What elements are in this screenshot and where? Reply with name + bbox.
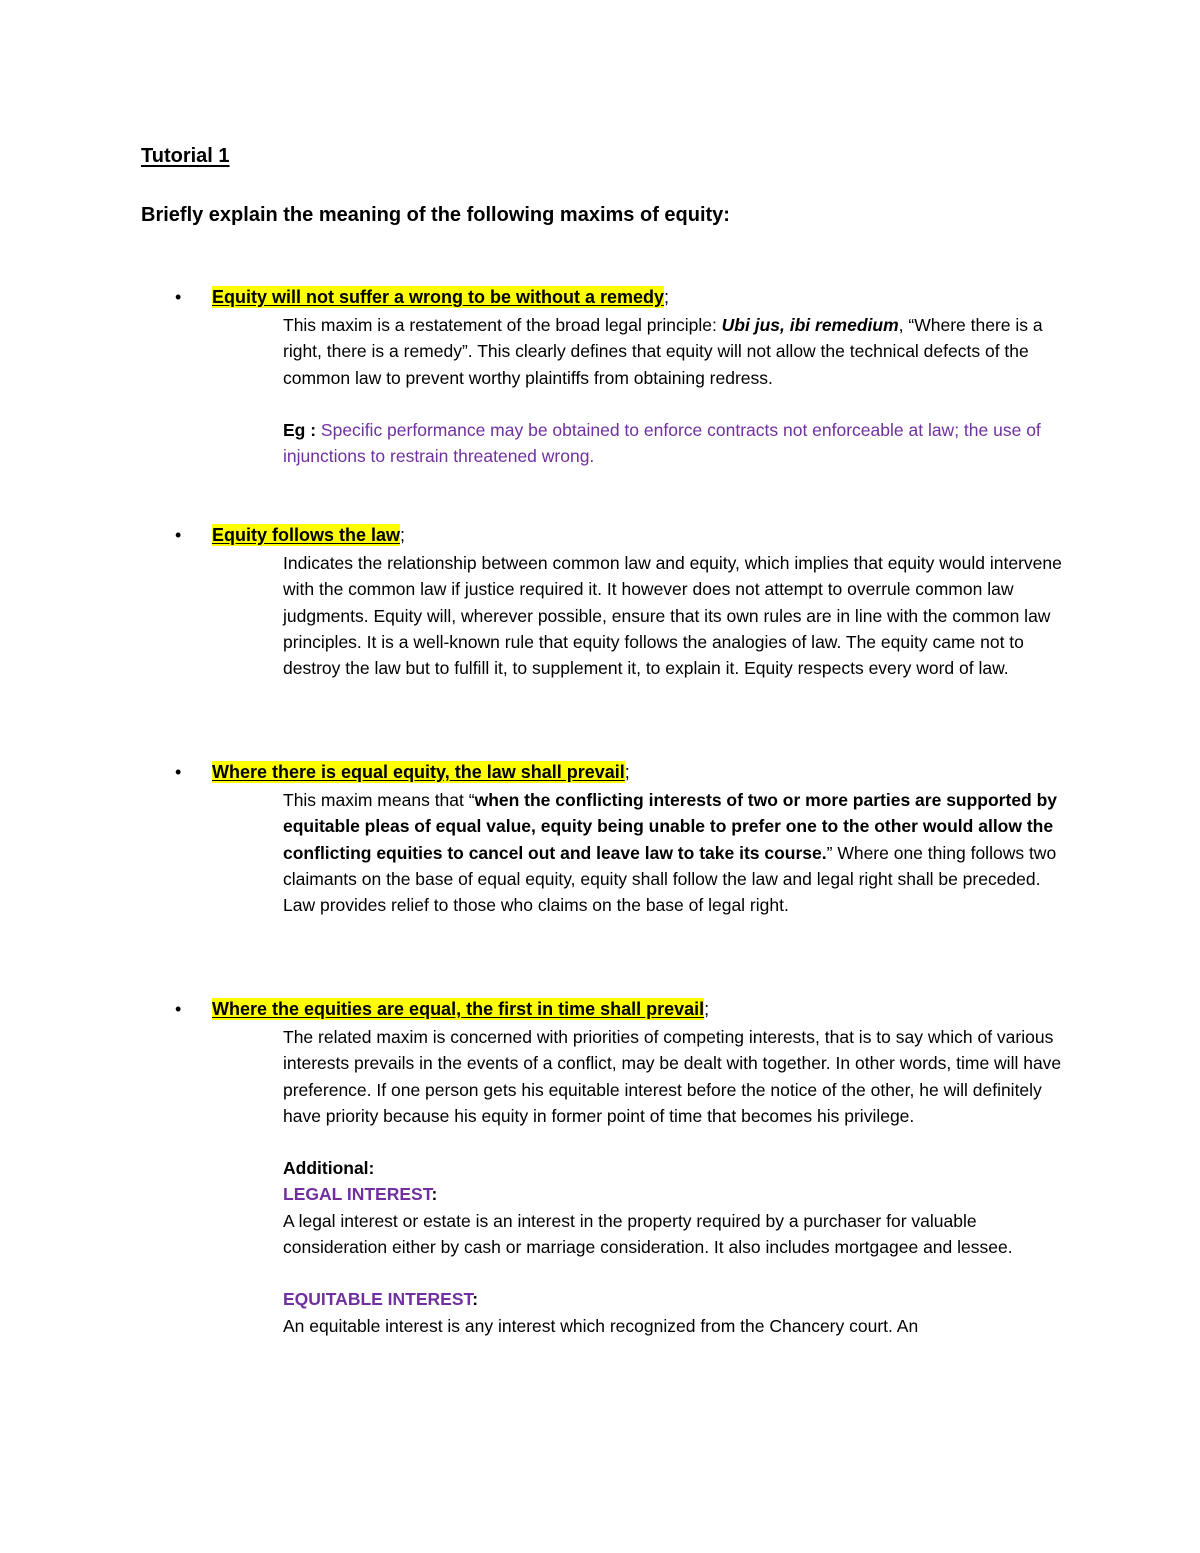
maxim-example [283,417,1073,470]
maxim-explanation: This maxim is a restatement of the broad legal principle: Ubi jus, ibi remedium, “Where there is a right, there is a remedy”. This clearly defines that equity will not allow the technical defects of the common law to prevent worthy plaintiffs from obtaining redress. [283,315,1043,388]
maxim-heading-highlight: Equity follows the law [212,525,401,545]
maxim-body [283,1024,1073,1339]
legal-interest-heading: LEGAL INTEREST: [283,1184,438,1205]
additional-label: Additional: [283,1158,375,1179]
example-text: Specific performance may be obtained to enforce contracts not enforceable at law; the use of injunctions to restrain threatened wrong. [283,419,1041,467]
bullet-icon: • [175,287,182,307]
maxim-heading [212,759,630,785]
equitable-interest-text: An equitable interest is any interest which recognized from the Chancery court. An [283,1315,919,1336]
maxim-heading [212,522,405,548]
maxim-explanation: The related maxim is concerned with priorities of competing interests, that is to say which of various interests prevails in the events of a conflict, may be dealt with together. In other words, time will have preference. If one person gets his equitable interest before the notice of the other, he will definitely have priority because his equity in former point of time that becomes his privilege. [283,1027,1062,1126]
maxim-body [283,550,1073,681]
quoted-definition: when the conflicting interests of two or more parties are supported by equitable pleas of equal value, equity being unable to prefer one to the other would allow the conflicting equities to cancel out and leave law to take its course. [283,790,1058,863]
maxim-heading-suffix: ; [624,762,630,782]
equitable-interest-label: EQUITABLE INTEREST [283,1289,473,1310]
equitable-interest-heading: EQUITABLE INTEREST: [283,1289,479,1310]
bullet-icon: • [175,525,182,545]
example-label: Eg : [283,419,317,440]
maxim-explanation: Indicates the relationship between common law and equity, which implies that equity would intervene with the common law if justice required it. It however does not attempt to overrule common law judgments. Equity will, wherever possible, ensure that its own rules are in line with the common law principles. It is a well-known rule that equity follows the analogies of law. The equity came not to destroy the law but to fulfill it, to supplement it, to explain it. Equity respects every word of law. [283,553,1062,679]
bullet-icon: • [175,762,182,782]
maxim-heading-suffix: ; [664,287,670,307]
maxim-heading-highlight: Where the equities are equal, the first in time shall prevail [212,999,705,1019]
maxim-body [283,312,1073,469]
maxim-heading-highlight: Where there is equal equity, the law shall prevail [212,762,625,782]
maxim-explanation: This maxim means that “when the conflicting interests of two or more parties are supported by equitable pleas of equal value, equity being unable to prefer one to the other would allow the conflicting equities to cancel out and leave law to take its course.” Where one thing follows two claimants on the base of equal equity, equity shall follow the law and legal right shall be preceded. Law provides relief to those who claims on the base of legal right. [283,790,1058,916]
maxim-heading [212,996,709,1022]
legal-interest-text: A legal interest or estate is an interest in the property required by a purchaser for valuable consideration either by cash or marriage consideration. It also includes mortgagee and lessee. [283,1210,1013,1258]
maxim-body [283,787,1073,918]
maxim-heading-suffix: ; [704,999,710,1019]
maxim-heading-suffix: ; [400,525,406,545]
maxim-heading [212,284,669,310]
legal-interest-label: LEGAL INTEREST [283,1184,432,1205]
page-title: Tutorial 1 [141,145,230,167]
maxim-heading-highlight: Equity will not suffer a wrong to be without a remedy [212,287,665,307]
latin-phrase: Ubi jus, ibi remedium [721,315,899,335]
page-subtitle: Briefly explain the meaning of the following maxims of equity: [141,204,730,226]
bullet-icon: • [175,999,182,1019]
